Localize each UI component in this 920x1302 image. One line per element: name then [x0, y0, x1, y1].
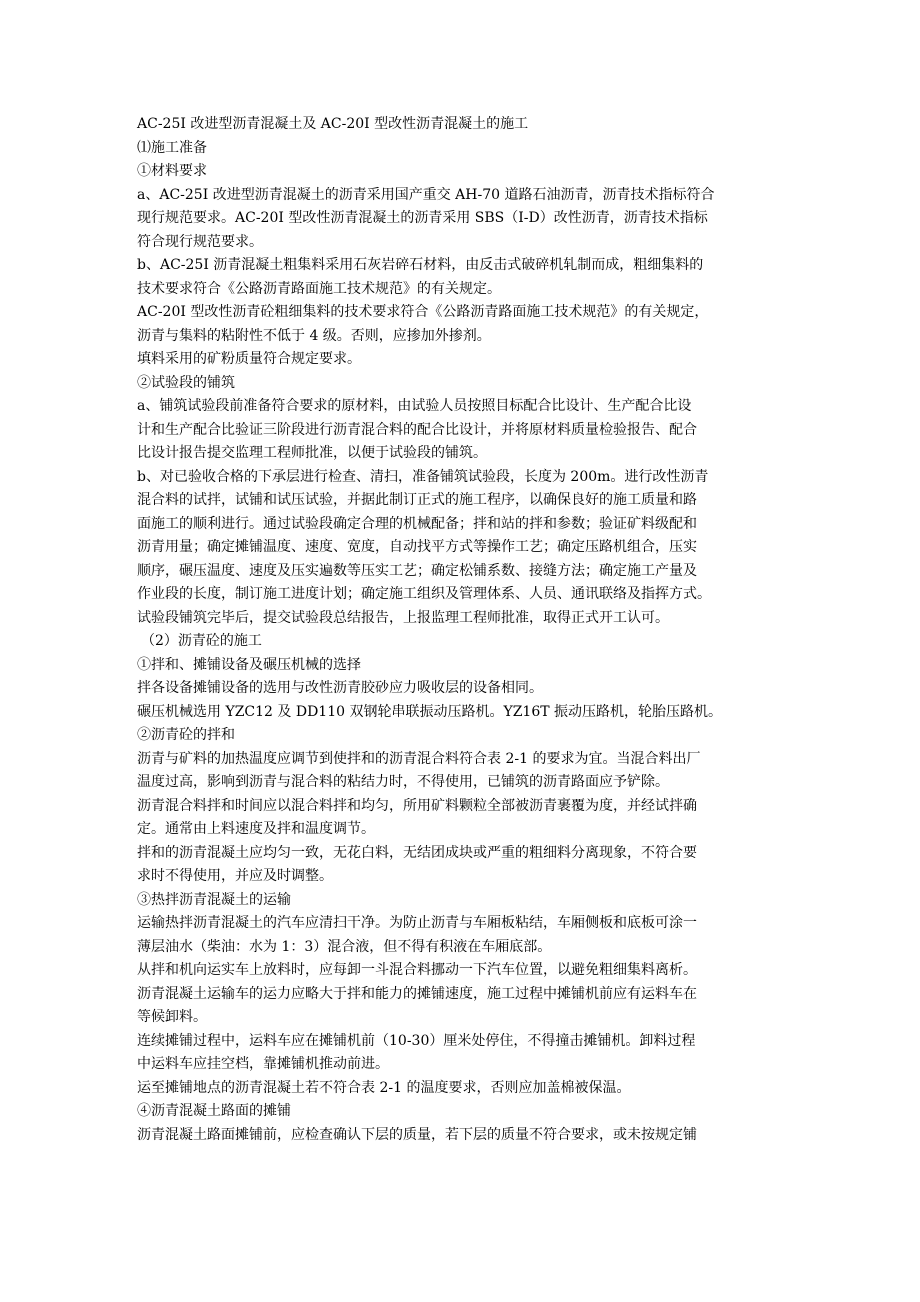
paragraph-line: 沥青用量；确定摊铺温度、速度、宽度，自动找平方式等操作工艺；确定压路机组合，压实 — [137, 539, 697, 555]
paragraph-line: 薄层油水（柴油：水为 1：3）混合液，但不得有积液在车厢底部。 — [137, 938, 552, 955]
paragraph-line: 比设计报告提交监理工程师批准，以便于试验段的铺筑。 — [137, 445, 487, 461]
subsection-heading: ③热拌沥青混凝土的运输 — [137, 891, 291, 908]
paragraph-line: 等候卸料。 — [137, 1009, 207, 1025]
section-heading: ⑴施工准备 — [137, 139, 207, 156]
paragraph-line: 顺序，碾压温度、速度及压实遍数等压实工艺；确定松铺系数、接缝方法；确定施工产量及 — [137, 562, 697, 579]
paragraph-line: 沥青混凝土运输车的运力应略大于拌和能力的摊铺速度，施工过程中摊铺机前应有运料车在 — [137, 985, 697, 1002]
paragraph-line: 碾压机械选用 YZC12 及 DD110 双钢轮串联振动压路机。YZ16T 振动压路机，轮胎压路机。 — [137, 703, 723, 720]
paragraph-line: 计和生产配合比验证三阶段进行沥青混合料的配合比设计，并将原材料质量检验报告、配合 — [137, 421, 697, 438]
paragraph-line: 拌各设备摊铺设备的选用与改性沥青胶砂应力吸收层的设备相同。 — [137, 680, 543, 696]
paragraph-line: 拌和的沥青混凝土应均匀一致，无花白料，无结团成块或严重的粗细料分离现象，不符合要 — [137, 844, 697, 861]
subsection-heading: ②试验段的铺筑 — [137, 374, 235, 391]
paragraph-line: 填料采用的矿粉质量符合规定要求。 — [137, 351, 361, 367]
paragraph-line: b、对已验收合格的下承层进行检查、清扫，准备铺筑试验段，长度为 200m。进行改性沥青 — [137, 468, 709, 485]
paragraph-line: 运输热拌沥青混凝土的汽车应清扫干净。为防止沥青与车厢板粘结，车厢侧板和底板可涂一 — [137, 915, 697, 931]
paragraph-line: a、铺筑试验段前准备符合要求的原材料，由试验人员按照目标配合比设计、生产配合比设 — [137, 398, 692, 414]
paragraph-line: 运至摊铺地点的沥青混凝土若不符合表 2-1 的温度要求，否则应加盖棉被保温。 — [137, 1079, 631, 1096]
subsection-heading: ①拌和、摊铺设备及碾压机械的选择 — [137, 656, 361, 673]
section-heading: （2）沥青砼的施工 — [141, 633, 262, 649]
document-title: AC-25I 改进型沥青混凝土及 AC-20I 型改性沥青混凝土的施工 — [137, 116, 529, 132]
paragraph-line: 面施工的顺利进行。通过试验段确定合理的机械配备；拌和站的拌和参数；验证矿料级配和 — [137, 515, 697, 532]
subsection-heading: ①材料要求 — [137, 163, 207, 179]
paragraph-line: 中运料车应挂空档，靠摊铺机推动前进。 — [137, 1056, 389, 1072]
paragraph-line: 定。通常由上料速度及拌和温度调节。 — [137, 821, 375, 837]
paragraph-line: AC-20I 型改性沥青砼粗细集料的技术要求符合《公路沥青路面施工技术规范》的有关规定， — [137, 304, 709, 320]
paragraph-line: 温度过高，影响到沥青与混合料的粘结力时，不得使用，已铺筑的沥青路面应予铲除。 — [137, 774, 669, 790]
paragraph-line: 现行规范要求。AC-20I 型改性沥青混凝土的沥青采用 SBS（I-D）改性沥青，沥青技术指标 — [137, 210, 708, 226]
paragraph-line: 混合料的试拌，试铺和试压试验，并据此制订正式的施工程序，以确保良好的施工质量和路 — [137, 492, 697, 508]
paragraph-line: 试验段铺筑完毕后，提交试验段总结报告，上报监理工程师批准，取得正式开工认可。 — [137, 609, 669, 626]
subsection-heading: ④沥青混凝土路面的摊铺 — [137, 1103, 291, 1119]
paragraph-line: 求时不得使用，并应及时调整。 — [137, 868, 333, 884]
paragraph-line: 沥青与集料的粘附性不低于 4 级。否则，应掺加外掺剂。 — [137, 327, 491, 344]
paragraph-line: 技术要求符合《公路沥青路面施工技术规范》的有关规定。 — [137, 280, 501, 297]
paragraph-line: 作业段的长度，制订施工进度计划；确定施工组织及管理体系、人员、通讯联络及指挥方式。 — [137, 586, 711, 602]
paragraph-line: 沥青混合料拌和时间应以混合料拌和均匀，所用矿料颗粒全部被沥青裹覆为度，并经试拌确 — [137, 797, 697, 814]
paragraph-line: 连续摊铺过程中，运料车应在摊铺机前（10-30）厘米处停住，不得撞击摊铺机。卸料过程 — [137, 1032, 696, 1049]
paragraph-line: b、AC-25I 沥青混凝土粗集料采用石灰岩碎石材料，由反击式破碎机轧制而成，粗细集料的 — [137, 257, 704, 273]
paragraph-line: 从拌和机向运实车上放料时，应每卸一斗混合料挪动一下汽车位置，以避免粗细集料离析。 — [137, 962, 697, 978]
paragraph-line: 沥青混凝土路面摊铺前，应检查确认下层的质量，若下层的质量不符合要求，或未按规定铺 — [137, 1126, 697, 1143]
subsection-heading: ②沥青砼的拌和 — [137, 727, 235, 743]
document-body — [137, 113, 785, 1147]
paragraph-line: 符合现行规范要求。 — [137, 233, 263, 250]
paragraph-line: a、AC-25I 改进型沥青混凝土的沥青采用国产重交 AH-70 道路石油沥青，沥青技术指标符合 — [137, 186, 715, 203]
paragraph-line: 沥青与矿料的加热温度应调节到使拌和的沥青混合料符合表 2-1 的要求为宜。当混合料出厂 — [137, 750, 701, 767]
